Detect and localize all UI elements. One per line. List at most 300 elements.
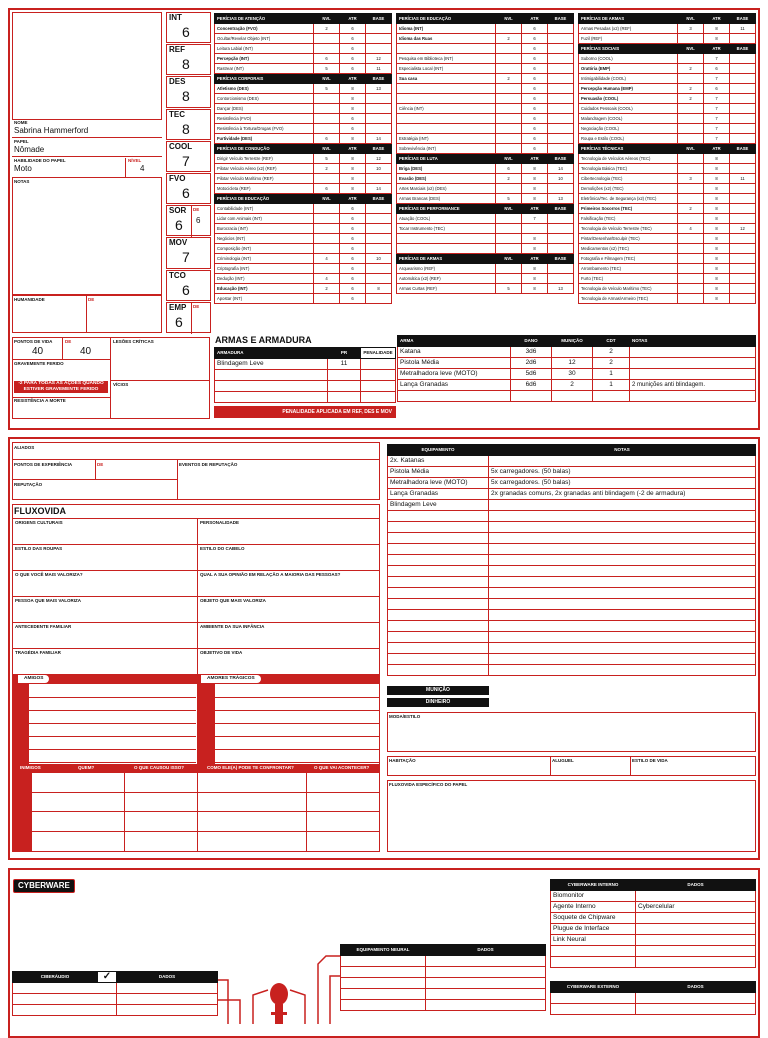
skill-atr[interactable]: 8 bbox=[522, 274, 548, 284]
skill-base[interactable] bbox=[366, 44, 392, 54]
skill-base[interactable] bbox=[366, 244, 392, 254]
skill-nvl[interactable]: 2 bbox=[314, 284, 340, 294]
equip-notas[interactable] bbox=[489, 500, 756, 511]
skill-nvl[interactable]: 5 bbox=[314, 64, 340, 74]
skill-nvl[interactable] bbox=[496, 84, 522, 94]
skill-atr[interactable]: 8 bbox=[704, 254, 730, 264]
skill-nvl[interactable] bbox=[678, 254, 704, 264]
amigo-row[interactable] bbox=[29, 724, 196, 737]
skill-base[interactable] bbox=[548, 94, 574, 104]
skill-base[interactable] bbox=[366, 24, 392, 34]
skill-base[interactable]: 12 bbox=[366, 154, 392, 164]
skill-atr[interactable] bbox=[522, 224, 548, 234]
fluxovida-field[interactable] bbox=[13, 570, 197, 596]
skill-base[interactable]: 13 bbox=[366, 84, 392, 94]
armor-pen[interactable] bbox=[361, 381, 396, 392]
skill-atr[interactable]: 7 bbox=[704, 94, 730, 104]
skill-base[interactable] bbox=[730, 114, 756, 124]
skill-atr[interactable]: 7 bbox=[522, 214, 548, 224]
skill-nvl[interactable]: 3 bbox=[678, 24, 704, 34]
skill-atr[interactable]: 6 bbox=[522, 104, 548, 114]
equip-name[interactable] bbox=[388, 632, 489, 643]
weapon-municao[interactable]: 12 bbox=[552, 358, 593, 369]
armor-pen[interactable] bbox=[361, 392, 396, 403]
fluxovida-field[interactable] bbox=[197, 544, 379, 570]
skill-base[interactable] bbox=[548, 84, 574, 94]
nivel-field[interactable]: 4 bbox=[140, 164, 145, 173]
skill-base[interactable]: 10 bbox=[366, 164, 392, 174]
inimigo-cell[interactable] bbox=[124, 773, 197, 793]
skill-nvl[interactable] bbox=[314, 264, 340, 274]
skill-atr[interactable]: 6 bbox=[340, 204, 366, 214]
skill-base[interactable] bbox=[730, 54, 756, 64]
stat-value[interactable]: 8 bbox=[182, 56, 190, 73]
inimigo-cell[interactable] bbox=[124, 793, 197, 813]
amor-row[interactable] bbox=[215, 711, 379, 724]
skill-base[interactable] bbox=[730, 84, 756, 94]
fluxovida-field[interactable] bbox=[197, 648, 379, 674]
equip-name[interactable] bbox=[388, 566, 489, 577]
skill-nvl[interactable]: 6 bbox=[314, 54, 340, 64]
skill-atr[interactable]: 8 bbox=[522, 284, 548, 294]
skill-base[interactable] bbox=[730, 254, 756, 264]
skill-atr[interactable]: 6 bbox=[522, 24, 548, 34]
skill-atr[interactable]: 6 bbox=[522, 34, 548, 44]
weapon-dano[interactable]: 3d6 bbox=[511, 347, 552, 358]
skill-nvl[interactable] bbox=[678, 264, 704, 274]
skill-atr[interactable]: 6 bbox=[340, 244, 366, 254]
stat-value[interactable]: 6 bbox=[175, 313, 183, 330]
skill-atr[interactable]: 6 bbox=[704, 84, 730, 94]
inimigo-cell[interactable] bbox=[124, 812, 197, 832]
skill-base[interactable] bbox=[548, 264, 574, 274]
skill-nvl[interactable] bbox=[678, 34, 704, 44]
skill-base[interactable]: 11 bbox=[730, 174, 756, 184]
equip-notas[interactable] bbox=[489, 588, 756, 599]
skill-atr[interactable]: 8 bbox=[704, 164, 730, 174]
weapon-notas[interactable] bbox=[630, 369, 756, 380]
armor-pr[interactable] bbox=[328, 392, 361, 403]
weapon-dano[interactable]: 6d6 bbox=[511, 380, 552, 391]
skill-base[interactable] bbox=[548, 44, 574, 54]
skill-atr[interactable]: 8 bbox=[522, 164, 548, 174]
equip-notas[interactable]: 2x granadas comuns, 2x granadas anti blindagem (-2 de armadura) bbox=[489, 489, 756, 500]
skill-nvl[interactable] bbox=[314, 34, 340, 44]
weapon-dano[interactable] bbox=[511, 391, 552, 402]
skill-atr[interactable]: 8 bbox=[704, 214, 730, 224]
skill-base[interactable] bbox=[366, 124, 392, 134]
cyber-name[interactable] bbox=[341, 1000, 426, 1011]
cyber-name[interactable] bbox=[341, 967, 426, 978]
skill-base[interactable] bbox=[366, 34, 392, 44]
cyber-name[interactable] bbox=[13, 994, 117, 1005]
armor-pr[interactable]: 11 bbox=[328, 359, 361, 370]
equip-notas[interactable] bbox=[489, 566, 756, 577]
skill-nvl[interactable]: 2 bbox=[678, 94, 704, 104]
skill-base[interactable] bbox=[548, 244, 574, 254]
skill-nvl[interactable] bbox=[496, 234, 522, 244]
skill-nvl[interactable] bbox=[678, 134, 704, 144]
skill-atr[interactable]: 8 bbox=[522, 194, 548, 204]
skill-nvl[interactable]: 2 bbox=[314, 24, 340, 34]
skill-base[interactable] bbox=[366, 114, 392, 124]
skill-base[interactable] bbox=[548, 184, 574, 194]
amigo-row[interactable] bbox=[29, 698, 196, 711]
equip-name[interactable]: Pistola Média bbox=[388, 467, 489, 478]
stat-value[interactable]: 6 bbox=[182, 24, 190, 40]
skill-nvl[interactable] bbox=[314, 214, 340, 224]
skill-base[interactable] bbox=[730, 284, 756, 294]
weapon-notas[interactable] bbox=[630, 347, 756, 358]
skill-base[interactable] bbox=[730, 294, 756, 304]
weapon-notas[interactable] bbox=[630, 358, 756, 369]
fluxovida-field[interactable] bbox=[197, 570, 379, 596]
skill-base[interactable] bbox=[548, 134, 574, 144]
armor-name[interactable] bbox=[215, 370, 328, 381]
stat-mov[interactable] bbox=[166, 237, 211, 268]
skill-atr[interactable]: 8 bbox=[522, 264, 548, 274]
cyber-dados[interactable] bbox=[636, 1004, 756, 1015]
amor-row[interactable] bbox=[215, 737, 379, 750]
stat-ref[interactable] bbox=[166, 44, 211, 75]
equip-name[interactable]: 2x. Katanas bbox=[388, 456, 489, 467]
equip-name[interactable]: Lança Granadas bbox=[388, 489, 489, 500]
skill-base[interactable] bbox=[548, 214, 574, 224]
weapon-cdt[interactable] bbox=[593, 391, 630, 402]
amigo-row[interactable] bbox=[29, 685, 196, 698]
weapon-cdt[interactable]: 1 bbox=[593, 380, 630, 391]
skill-base[interactable] bbox=[366, 294, 392, 304]
equip-notas[interactable] bbox=[489, 456, 756, 467]
skill-atr[interactable]: 6 bbox=[522, 44, 548, 54]
cyber-name[interactable] bbox=[551, 1004, 636, 1015]
skill-atr[interactable]: 6 bbox=[340, 264, 366, 274]
fluxovida-field[interactable] bbox=[197, 596, 379, 622]
skill-base[interactable]: 12 bbox=[730, 224, 756, 234]
weapon-cdt[interactable]: 2 bbox=[593, 347, 630, 358]
inimigo-cell[interactable] bbox=[197, 832, 306, 852]
skill-atr[interactable]: 8 bbox=[704, 224, 730, 234]
skill-nvl[interactable] bbox=[496, 134, 522, 144]
skill-base[interactable] bbox=[730, 184, 756, 194]
skill-nvl[interactable]: 5 bbox=[314, 84, 340, 94]
stat-des[interactable] bbox=[166, 76, 211, 107]
cyber-dados[interactable] bbox=[426, 989, 546, 1000]
amor-row[interactable] bbox=[215, 724, 379, 737]
weapon-municao[interactable] bbox=[552, 347, 593, 358]
stat-value[interactable]: 7 bbox=[182, 152, 190, 169]
skill-atr[interactable]: 7 bbox=[704, 104, 730, 114]
skill-nvl[interactable] bbox=[678, 194, 704, 204]
equip-notas[interactable] bbox=[489, 643, 756, 654]
skill-atr[interactable]: 6 bbox=[522, 94, 548, 104]
skill-atr[interactable]: 8 bbox=[340, 104, 366, 114]
amigo-row[interactable] bbox=[29, 750, 196, 763]
skill-atr[interactable]: 6 bbox=[340, 284, 366, 294]
weapon-name[interactable]: Pistola Média bbox=[398, 358, 511, 369]
skill-atr[interactable]: 6 bbox=[340, 274, 366, 284]
skill-atr[interactable]: 6 bbox=[522, 74, 548, 84]
equip-name[interactable] bbox=[388, 588, 489, 599]
papel-field[interactable]: Nômade bbox=[14, 145, 45, 154]
skill-nvl[interactable]: 4 bbox=[678, 224, 704, 234]
skill-base[interactable] bbox=[366, 274, 392, 284]
equip-notas[interactable] bbox=[489, 610, 756, 621]
inimigo-cell[interactable] bbox=[197, 773, 306, 793]
moda-box[interactable] bbox=[387, 712, 756, 752]
skill-base[interactable] bbox=[730, 94, 756, 104]
skill-nvl[interactable] bbox=[314, 204, 340, 214]
skill-nvl[interactable] bbox=[678, 244, 704, 254]
armor-name[interactable] bbox=[215, 381, 328, 392]
skill-base[interactable] bbox=[730, 154, 756, 164]
cyber-name[interactable] bbox=[551, 946, 636, 957]
cyber-name[interactable]: Link Neural bbox=[551, 935, 636, 946]
skill-nvl[interactable] bbox=[314, 294, 340, 304]
skill-atr[interactable]: 8 bbox=[704, 204, 730, 214]
skill-nvl[interactable]: 4 bbox=[314, 274, 340, 284]
skill-atr[interactable]: 7 bbox=[704, 114, 730, 124]
inimigo-cell[interactable] bbox=[306, 793, 379, 813]
skill-base[interactable] bbox=[730, 134, 756, 144]
skill-base[interactable] bbox=[366, 94, 392, 104]
skill-nvl[interactable]: 5 bbox=[496, 194, 522, 204]
skill-nvl[interactable] bbox=[314, 174, 340, 184]
skill-base[interactable] bbox=[548, 114, 574, 124]
cyber-dados[interactable] bbox=[426, 967, 546, 978]
skill-base[interactable] bbox=[730, 214, 756, 224]
skill-atr[interactable]: 8 bbox=[704, 34, 730, 44]
skill-atr[interactable]: 6 bbox=[522, 64, 548, 74]
stat-cool[interactable] bbox=[166, 141, 211, 172]
armor-pen[interactable] bbox=[361, 370, 396, 381]
cyber-name[interactable] bbox=[551, 993, 636, 1004]
cyber-name[interactable] bbox=[341, 978, 426, 989]
cyber-dados[interactable] bbox=[636, 891, 756, 902]
skill-atr[interactable]: 8 bbox=[340, 134, 366, 144]
skill-atr[interactable]: 6 bbox=[704, 64, 730, 74]
equip-name[interactable] bbox=[388, 555, 489, 566]
equip-notas[interactable] bbox=[489, 654, 756, 665]
skill-atr[interactable]: 6 bbox=[340, 34, 366, 44]
weapon-cdt[interactable]: 1 bbox=[593, 369, 630, 380]
skill-base[interactable] bbox=[548, 224, 574, 234]
skill-nvl[interactable]: 6 bbox=[314, 134, 340, 144]
skill-atr[interactable]: 6 bbox=[522, 144, 548, 154]
skill-nvl[interactable] bbox=[678, 74, 704, 84]
equip-name[interactable] bbox=[388, 665, 489, 676]
equip-name[interactable] bbox=[388, 599, 489, 610]
skill-nvl[interactable]: 2 bbox=[678, 64, 704, 74]
equip-notas[interactable] bbox=[489, 544, 756, 555]
cyber-name[interactable]: Agente Interno bbox=[551, 902, 636, 913]
skill-nvl[interactable] bbox=[314, 114, 340, 124]
cyber-dados[interactable] bbox=[426, 1000, 546, 1011]
skill-atr[interactable]: 6 bbox=[340, 124, 366, 134]
skill-base[interactable]: 11 bbox=[730, 24, 756, 34]
skill-base[interactable] bbox=[548, 274, 574, 284]
skill-nvl[interactable] bbox=[496, 44, 522, 54]
pv-value[interactable]: 40 bbox=[32, 346, 44, 357]
cyber-dados[interactable] bbox=[636, 913, 756, 924]
nome-field[interactable]: Sabrina Hammerford bbox=[14, 126, 89, 135]
skill-nvl[interactable] bbox=[496, 274, 522, 284]
skill-atr[interactable]: 7 bbox=[704, 54, 730, 64]
skill-atr[interactable]: 8 bbox=[704, 194, 730, 204]
cyber-name[interactable] bbox=[341, 989, 426, 1000]
skill-base[interactable]: 12 bbox=[366, 54, 392, 64]
skill-atr[interactable]: 6 bbox=[340, 224, 366, 234]
skill-atr[interactable]: 8 bbox=[704, 264, 730, 274]
skill-base[interactable]: 14 bbox=[366, 134, 392, 144]
stat-value[interactable]: 8 bbox=[182, 120, 190, 137]
skill-nvl[interactable] bbox=[314, 44, 340, 54]
skill-nvl[interactable] bbox=[496, 184, 522, 194]
skill-base[interactable] bbox=[548, 24, 574, 34]
weapon-municao[interactable]: 30 bbox=[552, 369, 593, 380]
weapon-notas[interactable]: 2 munições anti blindagem. bbox=[630, 380, 756, 391]
equip-name[interactable] bbox=[388, 654, 489, 665]
skill-nvl[interactable] bbox=[678, 274, 704, 284]
skill-atr[interactable]: 8 bbox=[340, 154, 366, 164]
stat-int[interactable] bbox=[166, 12, 211, 43]
skill-atr[interactable]: 6 bbox=[340, 234, 366, 244]
skill-nvl[interactable]: 6 bbox=[314, 184, 340, 194]
skill-base[interactable]: 10 bbox=[548, 174, 574, 184]
inimigo-cell[interactable] bbox=[31, 793, 124, 813]
weapon-name[interactable]: Katana bbox=[398, 347, 511, 358]
skill-base[interactable] bbox=[366, 204, 392, 214]
skill-atr[interactable]: 6 bbox=[340, 24, 366, 34]
amor-row[interactable] bbox=[215, 750, 379, 763]
skill-base[interactable]: 14 bbox=[548, 164, 574, 174]
fluxo-papel-box[interactable] bbox=[387, 780, 756, 852]
skill-atr[interactable]: 8 bbox=[704, 244, 730, 254]
skill-base[interactable] bbox=[548, 54, 574, 64]
skill-base[interactable] bbox=[548, 34, 574, 44]
weapon-name[interactable]: Lança Granadas bbox=[398, 380, 511, 391]
equip-name[interactable] bbox=[388, 610, 489, 621]
cyber-dados[interactable] bbox=[117, 994, 218, 1005]
skill-base[interactable] bbox=[730, 274, 756, 284]
skill-atr[interactable]: 8 bbox=[704, 154, 730, 164]
skill-base[interactable] bbox=[730, 204, 756, 214]
skill-base[interactable] bbox=[366, 224, 392, 234]
equip-notas[interactable]: 5x carregadores. (50 balas) bbox=[489, 467, 756, 478]
equip-notas[interactable] bbox=[489, 533, 756, 544]
skill-atr[interactable]: 8 bbox=[704, 284, 730, 294]
skill-nvl[interactable] bbox=[314, 224, 340, 234]
skill-nvl[interactable] bbox=[496, 94, 522, 104]
fluxovida-field[interactable] bbox=[13, 596, 197, 622]
skill-atr[interactable]: 6 bbox=[522, 84, 548, 94]
skill-base[interactable] bbox=[730, 264, 756, 274]
cyber-dados[interactable] bbox=[636, 924, 756, 935]
cyber-dados[interactable] bbox=[117, 983, 218, 994]
skill-base[interactable] bbox=[548, 74, 574, 84]
inimigo-cell[interactable] bbox=[31, 773, 124, 793]
skill-nvl[interactable] bbox=[496, 224, 522, 234]
skill-base[interactable] bbox=[548, 64, 574, 74]
cyber-dados[interactable]: Cybercelular bbox=[636, 902, 756, 913]
skill-base[interactable] bbox=[548, 124, 574, 134]
amigo-row[interactable] bbox=[29, 711, 196, 724]
fluxovida-field[interactable] bbox=[13, 544, 197, 570]
equip-name[interactable] bbox=[388, 621, 489, 632]
cyber-name[interactable] bbox=[13, 983, 117, 994]
inimigo-cell[interactable] bbox=[197, 793, 306, 813]
cyber-check[interactable]: ✓ bbox=[98, 972, 117, 983]
skill-nvl[interactable]: 6 bbox=[496, 164, 522, 174]
equip-notas[interactable]: 5x carregadores. (50 balas) bbox=[489, 478, 756, 489]
skill-atr[interactable]: 7 bbox=[704, 74, 730, 84]
pv-max-value[interactable]: 40 bbox=[80, 346, 92, 357]
stat-sor[interactable] bbox=[166, 205, 211, 236]
skill-nvl[interactable]: 2 bbox=[496, 174, 522, 184]
skill-base[interactable] bbox=[548, 234, 574, 244]
weapon-name[interactable] bbox=[398, 391, 511, 402]
skill-nvl[interactable]: 4 bbox=[314, 254, 340, 264]
skill-nvl[interactable] bbox=[496, 24, 522, 34]
skill-nvl[interactable] bbox=[678, 154, 704, 164]
equip-notas[interactable] bbox=[489, 522, 756, 533]
cyber-dados[interactable] bbox=[636, 946, 756, 957]
cyber-dados[interactable] bbox=[426, 956, 546, 967]
cyber-name[interactable] bbox=[341, 956, 426, 967]
skill-base[interactable] bbox=[730, 74, 756, 84]
armor-pr[interactable] bbox=[328, 381, 361, 392]
fluxovida-field[interactable] bbox=[197, 518, 379, 544]
weapon-name[interactable]: Metralhadora leve (MOTO) bbox=[398, 369, 511, 380]
skill-base[interactable]: 13 bbox=[548, 284, 574, 294]
skill-nvl[interactable] bbox=[496, 114, 522, 124]
skill-base[interactable]: 10 bbox=[366, 254, 392, 264]
skill-atr[interactable]: 6 bbox=[340, 44, 366, 54]
cyber-dados[interactable] bbox=[636, 993, 756, 1004]
skill-nvl[interactable] bbox=[678, 284, 704, 294]
equip-name[interactable]: Blindagem Leve bbox=[388, 500, 489, 511]
weapon-notas[interactable] bbox=[630, 391, 756, 402]
skill-atr[interactable]: 8 bbox=[340, 94, 366, 104]
skill-nvl[interactable]: 5 bbox=[314, 154, 340, 164]
cyber-dados[interactable] bbox=[636, 935, 756, 946]
skill-nvl[interactable] bbox=[314, 124, 340, 134]
stat-tec[interactable] bbox=[166, 109, 211, 140]
cyber-dados[interactable] bbox=[636, 957, 756, 968]
fluxovida-field[interactable] bbox=[13, 622, 197, 648]
equip-notas[interactable] bbox=[489, 511, 756, 522]
skill-base[interactable]: 8 bbox=[366, 284, 392, 294]
skill-atr[interactable]: 8 bbox=[704, 24, 730, 34]
skill-base[interactable] bbox=[730, 234, 756, 244]
skill-nvl[interactable] bbox=[678, 214, 704, 224]
habilidade-field[interactable]: Moto bbox=[14, 164, 32, 173]
cyber-dados[interactable] bbox=[117, 1005, 218, 1016]
skill-nvl[interactable]: 2 bbox=[678, 204, 704, 214]
skill-nvl[interactable] bbox=[496, 124, 522, 134]
skill-atr[interactable]: 8 bbox=[340, 164, 366, 174]
armor-pr[interactable] bbox=[328, 370, 361, 381]
skill-nvl[interactable] bbox=[314, 104, 340, 114]
equip-name[interactable] bbox=[388, 511, 489, 522]
skill-nvl[interactable] bbox=[678, 114, 704, 124]
stat-value[interactable]: 8 bbox=[182, 88, 190, 105]
stat-value[interactable]: 6 bbox=[182, 281, 190, 298]
equip-name[interactable] bbox=[388, 643, 489, 654]
cyber-name[interactable]: Biomonitor bbox=[551, 891, 636, 902]
stat-de-value[interactable]: 6 bbox=[196, 216, 201, 226]
cyber-name[interactable]: Plugue de Interface bbox=[551, 924, 636, 935]
